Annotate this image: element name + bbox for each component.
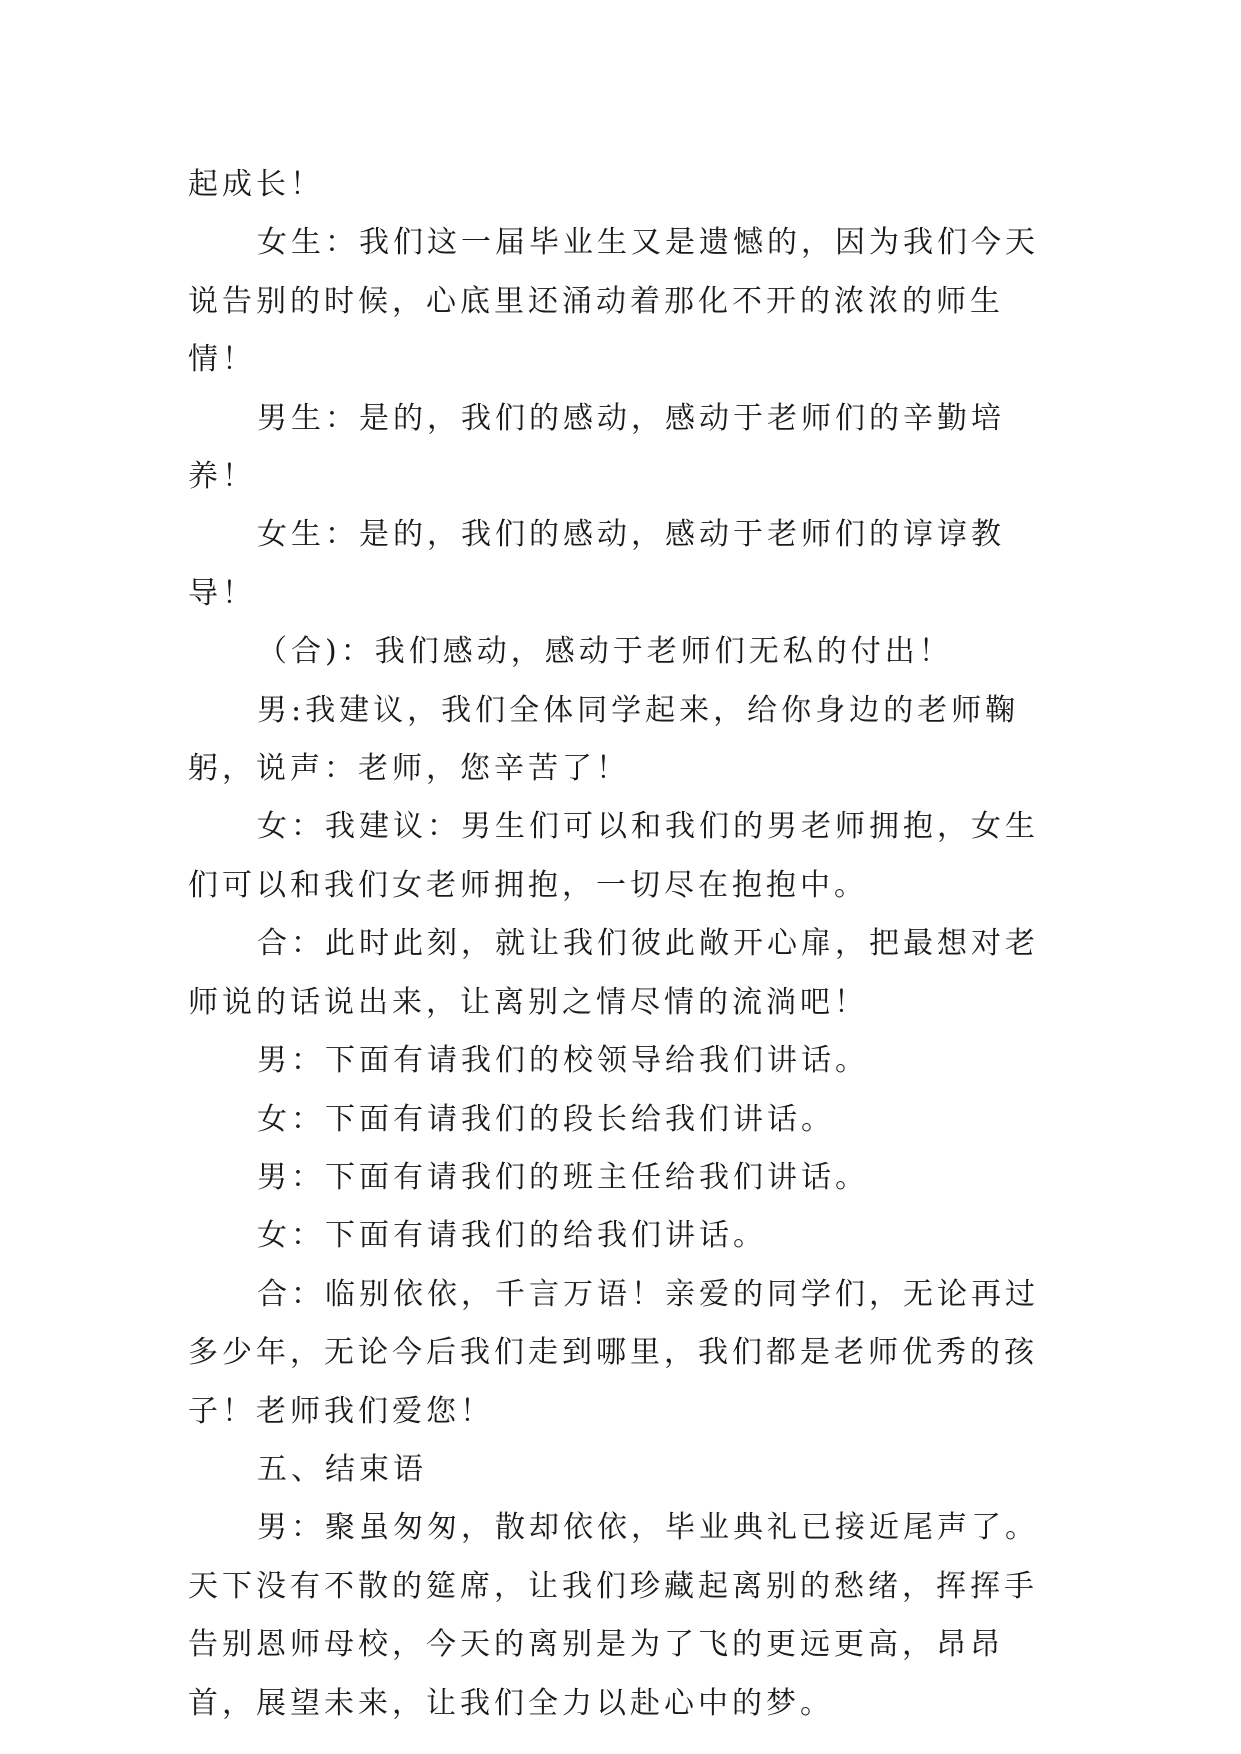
speaker-label: 男: [257, 692, 306, 728]
section-heading [188, 1441, 1054, 1499]
speaker-label: 合： [257, 926, 325, 962]
dialogue-line [188, 915, 1054, 1032]
speaker-label: （合)： [257, 634, 375, 670]
dialogue-text: 是的，我们的感动，感动于老师们的谆谆教导！ [188, 517, 1005, 611]
dialogue-line [188, 798, 1054, 915]
speaker-label: 女生： [257, 517, 359, 553]
paragraph-continuation [188, 156, 1054, 214]
dialogue-line [188, 1266, 1054, 1441]
dialogue-line [188, 506, 1054, 623]
section-heading-text: 五、结束语 [257, 1451, 427, 1487]
paragraph-text: 起成长！ [188, 167, 324, 202]
speaker-label: 男： [257, 1043, 325, 1079]
dialogue-text: 下面有请我们的给我们讲话。 [325, 1218, 767, 1254]
dialogue-line [188, 623, 1054, 681]
speaker-label: 男： [257, 1510, 325, 1546]
speaker-label: 合： [257, 1276, 325, 1312]
dialogue-text: 聚虽匆匆，散却依依，毕业典礼已接近尾声了。天下没有不散的筵席，让我们珍藏起离别的愁绪，挥挥手告别恩师母校，今天的离别是为了飞的更远更高，昂昂首，展望未来，让我们全力以赴心中的梦。 [188, 1510, 1039, 1721]
dialogue-line [188, 214, 1054, 389]
dialogue-line [188, 1149, 1054, 1207]
speaker-label: 女： [257, 1218, 325, 1254]
speaker-label: 女： [257, 809, 325, 845]
speaker-label: 女： [257, 1101, 325, 1137]
dialogue-text: 我们感动，感动于老师们无私的付出！ [374, 634, 953, 670]
dialogue-line [188, 1032, 1054, 1090]
dialogue-text: 我建议：男生们可以和我们的男老师拥抱，女生们可以和我们女老师拥抱，一切尽在抱抱中。 [188, 809, 1039, 903]
dialogue-text: 下面有请我们的班主任给我们讲话。 [325, 1159, 869, 1195]
speaker-label: 男： [257, 1159, 325, 1195]
speaker-label: 女生： [257, 225, 359, 261]
dialogue-line [188, 682, 1054, 799]
dialogue-line [188, 390, 1054, 507]
dialogue-line [188, 1499, 1054, 1733]
dialogue-text: 是的，我们的感动，感动于老师们的辛勤培养！ [188, 400, 1005, 495]
dialogue-line [188, 1207, 1054, 1265]
dialogue-line [188, 1091, 1054, 1149]
speaker-label: 男生： [257, 400, 359, 436]
dialogue-text: 我建议，我们全体同学起来，给你身边的老师鞠躬，说声：老师，您辛苦了！ [188, 692, 1020, 787]
dialogue-text: 此时此刻，就让我们彼此敞开心扉，把最想对老师说的话说出来，让离别之情尽情的流淌吧！ [188, 926, 1039, 1020]
dialogue-text: 下面有请我们的校领导给我们讲话。 [325, 1043, 869, 1079]
dialogue-text: 下面有请我们的段长给我们讲话。 [325, 1101, 835, 1137]
dialogue-text: 临别依依，千言万语！亲爱的同学们，无论再过多少年，无论今后我们走到哪里，我们都是老师优秀的孩子！老师我们爱您！ [188, 1276, 1039, 1429]
document-body [188, 156, 1054, 1733]
dialogue-text: 我们这一届毕业生又是遗憾的，因为我们今天说告别的时候，心底里还涌动着那化不开的浓浓的师生情！ [188, 225, 1039, 378]
